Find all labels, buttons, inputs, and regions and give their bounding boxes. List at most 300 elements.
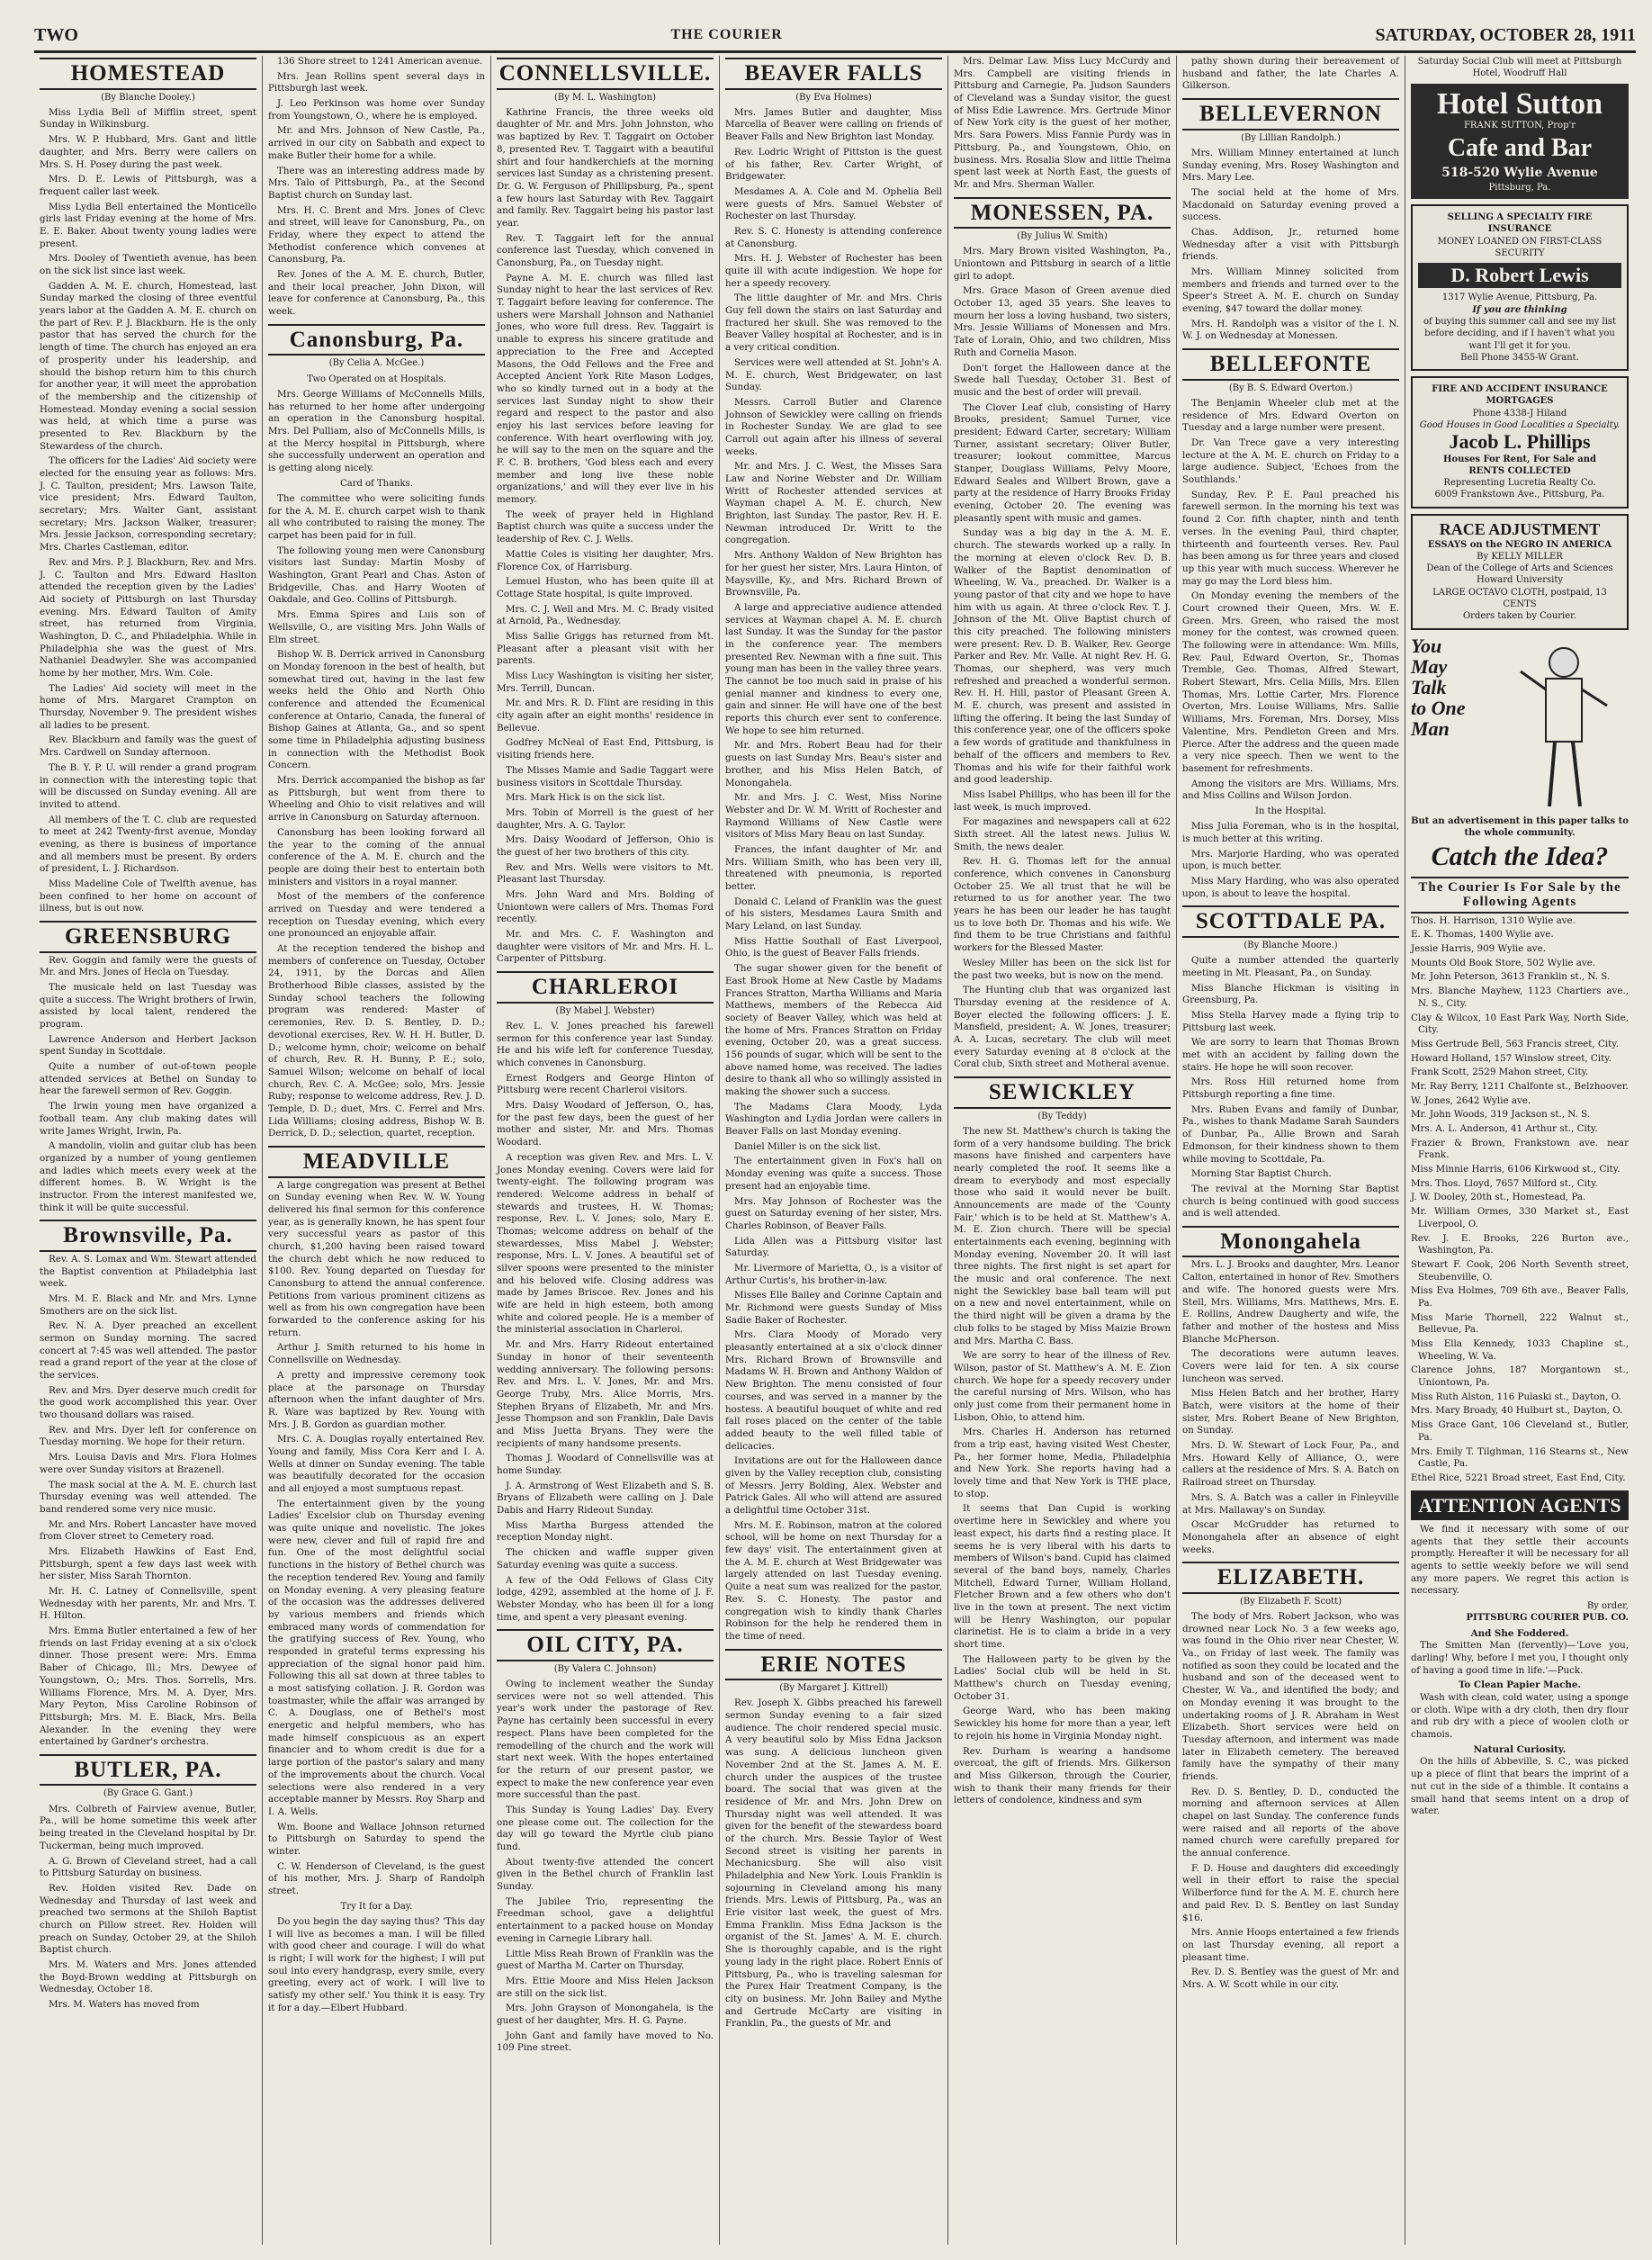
phillips-address: 6009 Frankstown Ave., Pittsburg, Pa. — [1434, 490, 1605, 500]
news-paragraph: All members of the T. C. club are requested to meet at 242 Twenty-first avenue, Monday evening, as there is business of importance and all members must be present. By orders of president, L. J. Richardson. — [40, 814, 256, 875]
issue-date: SATURDAY, OCTOBER 28, 1911 — [1375, 24, 1636, 45]
section-heading: MONESSEN, PA. — [954, 197, 1171, 230]
byline: (By Lillian Randolph.) — [1241, 132, 1341, 143]
news-paragraph: The mask social at the A. M. E. church last Thursday evening was well attended. The band rendered some very nice music. — [40, 1479, 256, 1515]
column-6 — [1177, 56, 1405, 2245]
section-heading: Brownsville, Pa. — [40, 1220, 256, 1252]
news-paragraph: The revival at the Morning Star Baptist church is being continued with good success and is well attended. — [1182, 1183, 1399, 1220]
news-paragraph: Rev. L. V. Jones preached his farewell sermon for this conference year last Sunday. He and his wife left for conference Tuesday, which convenes in Canonsburg. — [497, 1020, 714, 1069]
news-paragraph: The committee who were soliciting funds for the A. M. E. church carpet wish to thank all who contributed to raising the money. The carpet has been paid for in full. — [268, 492, 485, 542]
news-paragraph: Mrs. Elizabeth Hawkins of East End, Pittsburgh, spent a few days last week with her sister, Miss Sarah Thornton. — [40, 1545, 256, 1582]
talk-line-5: Man — [1411, 717, 1450, 740]
news-paragraph: Mrs. H. J. Webster of Rochester has been quite ill with acute indigestion. We hope for her a speedy recovery. — [725, 253, 942, 289]
news-paragraph: Mrs. M. E. Robinson, matron at the colored school, will be home on next Thursday for a few days' visit. The entertainment given at the A. M. E. church at West Bridgewater was largely attended on last Tuesday evening. Quite a neat sum was realized for the pastor, Rev. S. C. Honesty. The pastor and congregation wish to kindly thank Charles Robinson for the help he rendered them in the time of need. — [725, 1519, 942, 1642]
news-paragraph: The Benjamin Wheeler club met at the residence of Mrs. Edward Overton on Tuesday and a large number were present. — [1182, 397, 1399, 434]
news-paragraph: 136 Shore street to 1241 American avenue. — [277, 56, 483, 67]
byline: (By Blanche Dooley.) — [101, 92, 195, 103]
attention-sign-2: PITTSBURG COURIER PUB. CO. — [1466, 1613, 1629, 1624]
news-paragraph: The Hunting club that was organized last Thursday evening at the residence of A. Boyer elected the following officers: J. E. Mansfield, president; A. W. Jones, treasurer; A. A. Lucas, secretary. The club will meet every Saturday evening at 8 o'clock at the Coral club, Sixth street and Motheral avenue. — [954, 985, 1171, 1070]
byline: (By Valera C. Johnson) — [553, 1663, 657, 1674]
column-1 — [34, 56, 263, 2245]
agent-entry: Frank Scott, 2529 Mahon street, City. — [1411, 1067, 1589, 1078]
news-paragraph: Mrs. M. Waters and Mrs. Jones attended the Boyd-Brown wedding at Pittsburgh on Wednesday, October 18. — [40, 1959, 256, 1995]
agent-entry: Mr. John Woods, 319 Jackson st., N. S. — [1411, 1109, 1591, 1121]
news-paragraph: The little daughter of Mr. and Mrs. Chris Guy fell down the stairs on last Saturday and fractured her skull. She was removed to the Beaver Valley hospital at Rochester, and is in a very critical condition. — [725, 293, 942, 354]
news-paragraph: Rev. Goggin and family were the guests of Mr. and Mrs. Jones of Hecla on Tuesday. — [40, 954, 256, 978]
talk-line-1: You — [1411, 634, 1442, 657]
race-sub: ESSAYS on the NEGRO IN AMERICA — [1427, 539, 1612, 550]
shoe-heading: And She Foddered. — [1470, 1627, 1569, 1639]
news-paragraph: Mr. and Mrs. J. C. West, Miss Norine Webster and Dr. W. M. Writt of Rochester and Raymond Williams of New Castle were visitors of Miss Mary Beau on last Sunday. — [725, 792, 942, 841]
news-paragraph: The sugar shower given for the benefit of East Brook Home at New Castle by Madams Frances Stratton, Martha Williams and Maria Matthews, members of the Rebecca Aid society of Beaver Valley, which was held at the home of Mrs. Frances Stratton on Friday evening, October 20, was a great success. 156 pounds of sugar, which will be sent to the above named home, was received. The ladies desire to thank all who so willingly assisted in making the shower such a success. — [725, 963, 942, 1098]
news-paragraph: Rev. T. Taggairt left for the annual conference last Tuesday, which convened in Canonsburg, Pa., on Tuesday night. — [497, 232, 714, 269]
byline: (By Margaret J. Kittrell) — [779, 1683, 888, 1694]
byline: (By B. S. Edward Overton.) — [1228, 383, 1353, 393]
news-paragraph: Rev. Blackburn and family was the guest of Mrs. Cardwell on Sunday afternoon. — [40, 734, 256, 759]
byline: In the Hospital. — [1255, 806, 1326, 816]
phillips-ad — [1411, 376, 1629, 509]
news-paragraph: Miss Isabel Phillips, who has been ill for the last week, is much improved. — [954, 788, 1171, 813]
news-paragraph: Mr. and Mrs. J. C. West, the Misses Sara Law and Norine Webster and Dr. William Writt of Rochester attended services at Wayman chapel A. M. E. church, New Brighton, last Sunday. The pastor, Rev. H. E. Newman introduced Dr. Writt to the congregation. — [725, 461, 942, 546]
news-paragraph: Mr. H. C. Latney of Connellsville, spent Wednesday with her parents, Mr. and Mrs. T. H. Hilton. — [40, 1586, 256, 1622]
good-houses: Good Houses in Good Localities a Specialty. — [1419, 420, 1621, 431]
byline: Two Operated on at Hospitals. — [307, 374, 446, 384]
news-paragraph: Miss Mary Harding, who was also operated upon, is about to leave the hospital. — [1182, 876, 1399, 899]
news-paragraph: Kathrine Francis, the three weeks old daughter of Mr. and Mrs. John Johnston, who was baptized by Rev. T. Taggairt on October 8, presented Rev. T. Taggairt with a beautiful shirt and four handkerchiefs at the morning services last Sunday as a christening present. Dr. G. W. Ferguson of Phillipsburg, Pa., spent a few hours last Saturday with Rev. Taggairt and family. Rev. Taggairt being his pastor last year. — [497, 106, 714, 229]
news-paragraph: Miss Hattie Southall of East Liverpool, Ohio, is the guest of Beaver Falls friends. — [725, 935, 942, 959]
news-paragraph: Mr. and Mrs. R. D. Flint are residing in this city again after an eight months' residence in Bellevue. — [497, 698, 714, 734]
phillips-rep: Representing Lucretia Realty Co. — [1443, 478, 1596, 489]
hotel-city: Pittsburg, Pa. — [1488, 182, 1551, 193]
news-paragraph: Owing to inclement weather the Sunday services were not so well attended. This year's work under the pastorage of Rev. Payne has certainly been successful in every respect. Plans have been completed for the remodelling of the church and the work will start next week. With the hopes entertained for the return of our present pastor, we expect to make the new conference year even more successful than the past. — [497, 1679, 714, 1801]
news-paragraph: Messrs. Carroll Butler and Clarence Johnson of Sewickley were calling on friends in Rochester Sunday. We are glad to see Carroll out again after his illness of several weeks. — [725, 396, 942, 457]
news-paragraph: Mrs. Ettie Moore and Miss Helen Jackson are still on the sick list. — [497, 1975, 714, 1999]
agent-entry: Miss Eva Holmes, 709 6th ave., Beaver Falls, Pa. — [1411, 1285, 1629, 1309]
news-paragraph: The following young men were Canonsburg visitors last Sunday: Martin Mosby of Washington, Grant Pearl and Chas. Aston of Bridgeville, Chas. and Harry Wooten of Oakdale, and Geo. Collins of Pittsburgh. — [268, 545, 485, 606]
attention-sign-1: By order, — [1586, 1600, 1629, 1611]
page-header — [34, 20, 1636, 53]
agent-entry: Howard Holland, 157 Winslow street, City. — [1411, 1052, 1612, 1064]
news-paragraph: The officers for the Ladies' Aid society were elected for the ensuing year as follows: Mrs. J. C. Taulton, president; Mrs. Lawson Taite, vice president; Mrs. Edward Taulton, secretary; Mrs. Walter Gant, assistant secretary; Mrs. Jackson Walker, treasurer; Mrs. Jessie Jackson, corresponding secretary; Mrs. Charles Castleman, editor. — [40, 455, 256, 554]
landlord-address: 1317 Wylie Avenue, Pittsburg, Pa. — [1441, 293, 1598, 303]
news-paragraph: Mrs. Delmar Law. Miss Lucy McCurdy and Mrs. Campbell are visiting friends in Pittsburg and Carnegie, Pa. Judson Saunders of Cleveland was a Sunday visitor, the guest of Miss Edie Lawrence. Mrs. Gertrude Minor of New York city is the guest of her mother, Mrs. Sara Powers. Miss Fannie Purdy was in Pittsburg, Pa., and Youngstown, Ohio, on business. Mrs. Rosalia Slow and little Thelma spent last week at North East, the guests of Mr. and Mrs. Sherman Waller. — [954, 56, 1171, 190]
news-paragraph: Mrs. William Minney solicited from members and friends and turned over to the Speer's Street A. M. E. church on Sunday evening, $47 toward the dollar money. — [1182, 266, 1399, 315]
talk-line-2: May — [1411, 654, 1448, 678]
news-paragraph: Rev. N. A. Dyer preached an excellent sermon on Sunday morning. The sacred concert at 7:45 was well attended. The pastor read a grand report of the year at the close of the services. — [40, 1320, 256, 1382]
news-paragraph: Mrs. Colbreth of Fairview avenue, Butler, Pa., will be home sometime this week after being treated in the Cleveland hospital by Dr. Tuckerman, being much improved. — [40, 1803, 256, 1851]
hotel-sutton-ad — [1411, 84, 1629, 199]
news-paragraph: J. A. Armstrong of West Elizabeth and S. B. Bryans of Elizabeth were calling on J. Dale Dabis and Harry Rideout Sunday. — [497, 1480, 714, 1517]
news-paragraph: Little Miss Reah Brown of Franklin was the guest of Martha M. Carter on Thursday. — [497, 1948, 714, 1972]
news-paragraph: The Clover Leaf club, consisting of Harry Brooks, president; Samuel Turner, vice president; Edward Carter, secretary; William Turner, assistant secretary; Oliver Butler, treasurer; lookout committee, Marcus Stanper, Douglass Williams, Pelvy Moore, Edward Seales and Wilbert Brown, gave a party at the residence of Harry Brooks Friday evening, October 20. The evening was pleasantly spent with music and games. — [954, 401, 1171, 524]
agent-entry: Rev. J. E. Brooks, 226 Burton ave., Washington, Pa. — [1411, 1232, 1629, 1256]
agent-entry: Mrs. A. L. Anderson, 41 Arthur st., City. — [1411, 1123, 1598, 1135]
fire-accident: FIRE AND ACCIDENT INSURANCE MORTGAGES — [1432, 384, 1608, 407]
agents-heading: The Courier Is For Sale by the Following Agents — [1411, 877, 1629, 914]
news-paragraph: The Irwin young men have organized a football team. Any club making dates will write James Wright, Irwin, Pa. — [40, 1101, 256, 1137]
agents-list — [1411, 915, 1629, 1485]
byline: (By M. L. Washington) — [553, 92, 657, 103]
column-5 — [948, 56, 1177, 2245]
section-heading: SEWICKLEY — [954, 1076, 1171, 1109]
section-heading: BELLEFONTE — [1182, 348, 1399, 381]
news-paragraph: The new St. Matthew's church is taking the form of a very handsome building. The brick masons have finished and carpenters have nearly completed the roof. It seems like a dream to everybody and most especially those who said it would never be built. Announcements are made of the 'County Fair,' which is to be held at St. Matthew's A. M. E. Zion church. There will be special entertainments each evening, beginning with Monday evening, November 20. It will last three nights. The first night is set apart for the music and oral conference. The next night the Sewickley base ball team will put on a new and novel entertainment, while on the third night will be given a drama by the club folks to be staged by Miss Maizie Brown and Mrs. Martha C. Bass. — [954, 1125, 1171, 1346]
byline: Card of Thanks. — [340, 478, 413, 489]
news-paragraph: Among the visitors are Mrs. Williams, Mrs. and Miss Collins and Wilson Jordon. — [1182, 778, 1399, 802]
paper-name: THE COURIER — [670, 27, 783, 42]
news-paragraph: Mrs. George Williams of McConnells Mills, has returned to her home after undergoing an operation in the Canonsburg hospital. Mrs. Del Pulliam, also of McConnells Mills, is at the Mercy hospital in Pittsburgh, where she successfully underwent an operation and is getting along nicely. — [268, 388, 485, 473]
hotel-cafe-bar: Cafe and Bar — [1447, 133, 1593, 162]
news-paragraph: Mrs. John Ward and Mrs. Bolding of Uniontown were callers of Mrs. Thomas Ford recently. — [497, 889, 714, 925]
agent-entry: Mr. Ray Berry, 1211 Chalfonte st., Belzhoover. — [1411, 1080, 1629, 1092]
news-paragraph: Mrs. H. Randolph was a visitor of the I. N. W. J. on Wednesday at Monessen. — [1182, 318, 1399, 342]
news-paragraph: Mesdames A. A. Cole and M. Ophelia Bell were guests of Mrs. Samuel Webster of Rochester on last Thursday. — [725, 185, 942, 222]
section-heading: SCOTTDALE PA. — [1182, 905, 1399, 938]
news-paragraph: The chicken and waffle supper given Saturday evening was quite a success. — [497, 1547, 714, 1571]
news-paragraph: Rev. S. C. Honesty is attending conference at Canonsburg. — [725, 225, 942, 249]
news-paragraph: Quite a number attended the quarterly meeting in Mt. Pleasant, Pa., on Sunday. — [1182, 955, 1399, 978]
news-paragraph: The entertainment given in Fox's hall on Monday evening was quite a success. Those present had an enjoyable time. — [725, 1156, 942, 1192]
news-paragraph: The B. Y. P. U. will render a grand program in connection with the interesting topic that will be discussed on Sunday evening. All are invited to attend. — [40, 761, 256, 810]
news-paragraph: Mrs. D. W. Stewart of Lock Four, Pa., and Mrs. Howard Kelly of Alliance, O., were callers at the residence of Mrs. S. A. Batch on Railroad street on Thursday. — [1182, 1440, 1399, 1489]
news-paragraph: Miss Madeline Cole of Twelfth avenue, has been confined to her home on account of illness, but is out now. — [40, 878, 256, 914]
news-paragraph: On Monday evening the members of the Court crowned their Queen, Mrs. W. E. Green. Mrs. Green, who raised the most money for the contest, was crowned queen. The following were in attendance: Wm. Mills, Rev. Paul, Edward Overton, Sr., Thomas Tremble, Geo. Thomas, Alfred Stewart, Robert Stewart, Mrs. Celia Mills, Mrs. Ellen Thomas, Mrs. Lottie Carter, Mrs. Florence Overton, Mrs. Louise Williams, Mrs. Sallie Williams, Mrs. Foreman, Mrs. Dorsey, Miss Valentine, Mrs. Pendleton Green and Mrs. Pierce. After the address and the queen made a very nice speech. Then we went to the basement for refreshments. — [1182, 590, 1399, 774]
news-paragraph: Mrs. W. P. Hubbard, Mrs. Gant and little daughter, and Mrs. Berry were callers on Mrs. S. H. Posey during the past week. — [40, 134, 256, 170]
column-3 — [491, 56, 720, 2245]
agent-entry: Frazier & Brown, Frankstown ave. near Frank. — [1411, 1137, 1629, 1161]
talk-words — [1411, 635, 1497, 739]
news-paragraph: The decorations were autumn leaves. Covers were laid for ten. A six course luncheon was served. — [1182, 1348, 1399, 1384]
news-paragraph: The Misses Mamie and Sadie Taggart were business visitors in Scottdale Thursday. — [497, 764, 714, 788]
news-paragraph: A. G. Brown of Cleveland street, had a call to Pittsburg Saturday on business. — [40, 1855, 256, 1879]
news-paragraph: Lawrence Anderson and Herbert Jackson spent Sunday in Scottdale. — [40, 1033, 256, 1058]
news-paragraph: Godfrey McNeal of East End, Pittsburg, is visiting friends here. — [497, 737, 714, 761]
news-paragraph: The Madams Clara Moody, Lyda Washington and Lydia Jordan were callers in Beaver Falls on last Monday evening. — [725, 1101, 942, 1138]
hotel-name: Hotel Sutton — [1436, 86, 1603, 121]
natural-heading: Natural Curiosity. — [1473, 1743, 1567, 1755]
phone-hiland: Phone 4338-J Hiland — [1472, 408, 1567, 419]
landlord-text: of buying this summer call and see my list before deciding, and if I haven't what you want I'll get it for you. — [1423, 317, 1617, 351]
news-paragraph: Miss Lydia Bell entertained the Monticello girls last Friday evening at the home of Mrs. E. E. Baker. About twenty young ladies were present. — [40, 201, 256, 249]
news-paragraph: Rev. H. G. Thomas left for the annual conference, which convenes in Canonsburg October 25. We all trust that he will be returned to us for another year. The two years he has been our leader he has taught us to love both Dr. Thomas and his wife. We find them to be true Christians and faithful workers for the Blessed Master. — [954, 856, 1171, 954]
news-paragraph: A few of the Odd Fellows of Glass City lodge, 4292, assembled at the home of J. F. Webster Monday, who has been ill for a long time, and spent a very pleasant evening. — [497, 1574, 714, 1623]
news-paragraph: Mrs. Derrick accompanied the bishop as far as Pittsburgh, but went from there to Wheeling and Ohio to visit relatives and will arrive in Canonsburg on Saturday afternoon. — [268, 775, 485, 824]
news-paragraph: Mrs. Tobin of Morrell is the guest of her daughter, Mrs. A. G. Taylor. — [497, 806, 714, 831]
news-paragraph: The musicale held on last Tuesday was quite a success. The Wright brothers of Irwin, assisted by local talent, rendered the program. — [40, 981, 256, 1031]
agent-entry: Mrs. Blanche Mayhew, 1123 Chartiers ave., N. S., City. — [1411, 986, 1629, 1009]
news-paragraph: Sunday was a big day in the A. M. E. church. The stewards worked up a rally. In the morning at eleven o'clock Rev. D. B. Walker of the Baptist denomination of Wheeling, W. Va., preached. Dr. Walker is a young pastor of that city and we hope to have him with us again. At three o'clock Rev. T. J. Johnson of the Mt. Olive Baptist church of this city preached. The following ministers were present: Rev. D. B. Walker, Rev. George Parker and Rev. Mr. Valle. At night Rev. H. G. Thomas, our shepherd, was very much refreshed and preached a wonderful sermon. Rev. H. H. Hill, pastor of Pleasant Green A. M. E. church, was present and assisted in lifting the offering. It being the last Sunday of this conference year, one of the officers spoke a few words of gratitude and thankfulness in behalf of the officers and members to Rev. Thomas and his wife for their faithful work and good leadership. — [954, 527, 1171, 786]
byline: (By Eva Holmes) — [795, 92, 872, 103]
agent-entry: Miss Marie Thornell, 222 Walnut st., Bellevue, Pa. — [1411, 1311, 1629, 1336]
news-paragraph: Mrs. M. E. Black and Mr. and Mrs. Lynne Smothers are on the sick list. — [40, 1292, 256, 1317]
news-paragraph: At the reception tendered the bishop and members of conference on Tuesday, October 24, 1911, by the Dorcas and Allen Brotherhood Bible classes, assisted by the Sunday school teachers the following program was rendered: Master of ceremonies, Rev. D. S. Bentley, D. D.; devotional exercises, Rev. W. H. H. Butler, D. D.; welcome hymn, choir; welcome on behalf of church, Rev. R. H. Bunny, P. E.; solo, Samuel Wilson; welcome on behalf of local church, Rev. C. A. McGee; solo, Mrs. Jessie Ruby; response to welcome address, Rev. J. D. Temple, D. D.; duet, Mrs. C. Ferrel and Mrs. Lida Williams; closing address, Bishop W. B. Derrick, D. D.; selection, quartet, reception. — [268, 943, 485, 1139]
fire-sub: MONEY LOANED ON FIRST-CLASS SECURITY — [1437, 236, 1603, 258]
news-paragraph: We are sorry to learn that Thomas Brown met with an accident by falling down the stairs. He hope he will soon recover. — [1182, 1037, 1399, 1073]
news-paragraph: Rev. and Mrs. Wells were visitors to Mt. Pleasant last Thursday. — [497, 861, 714, 886]
news-paragraph: A reception was given Rev. and Mrs. L. V. Jones Monday evening. Covers were laid for twenty-eight. The following program was rendered: Welcome address in behalf of stewards and trustees, H. W. Thomas; response, Rev. L. V. Jones; solo, Mary E. Thomas; welcome address on behalf of the stewardesses, Miss Mabel J. Webster; response, Mrs. L. V. Jones. A beautiful set of silver spoons were presented to the minister and his beloved wife. Closing address was made by James Briscoe. Rev. Jones and his wife are held in high esteem, both among white and colored people. He is a member of the ministerial association in Charleroi. — [497, 1151, 714, 1336]
man-illustration — [1501, 635, 1627, 815]
news-paragraph: pathy shown during their bereavement of husband and father, the late Charles A. Gilkerson. — [1182, 56, 1399, 92]
news-paragraph: Lemuel Huston, who has been quite ill at Cottage State hospital, is quite improved. — [497, 576, 714, 599]
news-paragraph: Frances, the infant daughter of Mr. and Mrs. William Smith, who has been very ill, threatened with pneumonia, is reported better. — [725, 843, 942, 893]
news-paragraph: Miss Lydia Bell of Mifflin street, spent Sunday in Wilkinsburg. — [40, 106, 256, 131]
news-paragraph: Rev. and Mrs. Dyer left for conference on Tuesday morning. We hope for their return. — [40, 1424, 256, 1448]
news-paragraph: Mrs. James Butler and daughter, Miss Marcella of Beaver were calling on friends of Beaver Falls and New Brighton last Monday. — [725, 106, 942, 143]
news-paragraph: Misses Elle Bailey and Corinne Captain and Mr. Richmond were guests Sunday of Miss Sadie Baker of Rochester. — [725, 1290, 942, 1326]
section-heading: ELIZABETH. — [1182, 1562, 1399, 1594]
section-heading: CONNELLSVILLE. — [497, 58, 714, 90]
news-paragraph: Mrs. Emma Butler entertained a few of her friends on last Friday evening at a six o'clock dinner. Those present were: Mrs. Emma Baber of Chicago, Ill.; Mrs. Dewyee of Youngstown, O.; Mrs. Thos. Sorrells, Mrs. Williams Florence, Mrs. M. A. Dyer, Mrs. Mary Peyton, Miss Caroline Robinson of Pittsburgh; Mrs. M. E. Black, Mrs. Bella Alexander. In the evening they were entertained by Gardner's orchestra. — [40, 1625, 256, 1748]
news-paragraph: F. D. House and daughters did exceedingly well in their effort to raise the special Wilberforce fund for the A. M. E. church here and paid Rev. D. S. Bentley on last Sunday $16. — [1182, 1862, 1399, 1923]
agent-entry: E. K. Thomas, 1400 Wylie ave. — [1411, 929, 1554, 941]
hotel-address: 518-520 Wylie Avenue — [1441, 166, 1598, 181]
news-paragraph: Rev. Lodric Wright of Pittston is the guest of his father, Rev. Carter Wright, of Bridgewater. — [725, 146, 942, 183]
news-paragraph: The week of prayer held in Highland Baptist church was quite a success under the leadership of Rev. C. J. Wells. — [497, 509, 714, 545]
news-paragraph: Sunday, Rev. P. E. Paul preached his farewell sermon. In the morning his text was found 2 Cor. fifth chapter, ninth and tenth verses. In the evening Paul, third chapter, thirteenth and fourteenth verses. Rev. Paul has been among us for three years and closed up this year with much success. Wherever he may go may the Lord bless him. — [1182, 489, 1399, 587]
byline: (By Celia A. McGee.) — [328, 358, 425, 369]
agent-entry: Mrs. Mary Broady, 40 Hulburt st., Dayton, O. — [1411, 1405, 1623, 1417]
byline: (By Mabel J. Webster) — [555, 1005, 655, 1016]
race-price: LARGE OCTAVO CLOTH, postpaid, 13 CENTS — [1432, 587, 1607, 610]
agent-entry: Mounts Old Book Store, 502 Wylie ave. — [1411, 957, 1596, 968]
news-paragraph: Mrs. Ruben Evans and family of Dunbar, Pa., wishes to thank Madame Sarah Saunders of Dunbar, Pa., Allie Brown and Sarah Edmonson, for their kindness shown to them while moving to Scottdale, Pa. — [1182, 1103, 1399, 1165]
news-paragraph: Ernest Rodgers and George Hinton of Pittsburg were recent Charleroi visitors. — [497, 1072, 714, 1096]
news-paragraph: Rev. Jones of the A. M. E. church, Butler, and their local preacher, John Dixon, will leave for conference at Canonsburg, Pa., this week. — [268, 269, 485, 318]
phillips-tag2: RENTS COLLECTED — [1468, 465, 1571, 476]
phillips-tag: Houses For Rent, For Sale and — [1442, 454, 1597, 464]
column-4 — [720, 56, 948, 2245]
news-paragraph: C. W. Henderson of Cleveland, is the guest of his mother, Mrs. J. Sharp of Randolph street. — [268, 1860, 485, 1897]
top-notice: Saturday Social Club will meet at Pittsburgh Hotel, Woodruff Hall — [1417, 57, 1622, 79]
news-paragraph: Mrs. L. J. Brooks and daughter, Mrs. Leanor Calton, entertained in honor of Rev. Smothers and wife. The honored guests were Mrs. Stell, Mrs. Williams, Mrs. Matthews, Mrs. E. E. Rollins, Andrew Daugherty and wife, the father and mother of the hostess and Miss Blanche McPherson. — [1182, 1259, 1399, 1345]
news-paragraph: Dr. Van Trece gave a very interesting lecture at the A. M. E. church on Friday to a large audience. Subject, 'Echoes from the Southlands.' — [1182, 437, 1399, 486]
news-paragraph: The Halloween party to be given by the Ladies' Social club will be held in St. Matthew's church on Tuesday evening, October 31. — [954, 1653, 1171, 1702]
agent-entry: Ethel Rice, 5221 Broad street, East End, City. — [1411, 1472, 1626, 1483]
news-paragraph: Wesley Miller has been on the sick list for the past two weeks, but is now on the mend. — [954, 957, 1171, 981]
byline: (By Blanche Moore.) — [1243, 940, 1338, 950]
talk-but: But an advertisement in this paper talks to the whole community. — [1411, 815, 1629, 838]
talk-line-4: to One — [1411, 696, 1466, 719]
news-paragraph: Mrs. Marjorie Harding, who was operated upon, is much better. — [1182, 848, 1399, 872]
talk-line-3: Talk — [1411, 675, 1447, 698]
news-paragraph: Gadden A. M. E. church, Homestead, last Sunday marked the closing of three eventful years labor at the Gadden A. M. E. church on the part of Rev. P. J. Blackburn. He is the only pastor that has served the church for the length of time. The church has enjoyed an era of prosperity under his leadership, and should the bishop return him to this church for another year, it will meet the approbation of the membership and the citizenship of Homestead. Monday evening a social session was held, at which time a purse was presented to Rev. Blackburn by the Stewardess of the church. — [40, 280, 256, 452]
news-paragraph: Rev. Holden visited Rev. Dade on Wednesday and Thursday of last week and preached two sermons at the Shiloh Baptist church on Pillow street. Rev. Holden will preach on Sunday, October 29, at the Shiloh Baptist church. — [40, 1882, 256, 1956]
race-adjustment-ad — [1411, 514, 1629, 630]
news-paragraph: Most of the members of the conference arrived on Tuesday and were tendered a reception on Tuesday evening, which every one pronounced an enjoyable affair. — [268, 891, 485, 940]
landlord-name: D. Robert Lewis — [1450, 264, 1589, 287]
section-heading: Monongahela — [1182, 1226, 1399, 1258]
agent-entry: Clay & Wilcox, 10 East Park Way, North Side, City. — [1411, 1012, 1629, 1036]
section-heading: ERIE NOTES — [725, 1649, 942, 1681]
news-paragraph: Mrs. May Johnson of Rochester was the guest on Saturday evening of her sister, Mrs. Charles Robinson, of Beaver Falls. — [725, 1195, 942, 1231]
news-paragraph: Mrs. Louisa Davis and Mrs. Flora Holmes were over Sunday visitors at Brazenell. — [40, 1452, 256, 1475]
news-paragraph: Mrs. Grace Mason of Green avenue died October 13, aged 35 years. She leaves to mourn her loss a loving husband, two sisters, Mrs. Jessie Williams of Monessen and Mrs. Tate of Lorain, Ohio, and two children, Miss Ruth and Cornelia Mason. — [954, 285, 1171, 358]
section-heading: Canonsburg, Pa. — [268, 324, 485, 356]
byline: (By Teddy) — [1037, 1111, 1087, 1121]
column-7-ads — [1405, 56, 1634, 2245]
news-paragraph: Mr. and Mrs. C. F. Washington and daughter were visitors of Mr. and Mrs. H. L. Carpenter of Pittsburg. — [497, 929, 714, 965]
hotel-proprietor: FRANK SUTTON, Prop'r — [1463, 120, 1576, 131]
agent-entry: Mr. John Peterson, 3613 Franklin st., N. S. — [1411, 971, 1611, 983]
news-paragraph: Mrs. Daisy Woodard of Jefferson, O., has, for the past few days, been the guest of her mother and sister, Mr. and Mrs. Thomas Woodard. — [497, 1100, 714, 1148]
news-paragraph: Arthur J. Smith returned to his home in Connellsville on Wednesday. — [268, 1342, 485, 1366]
news-paragraph: The Jubilee Trio, representing the Freedman school, gave a delightful entertainment to a packed house on Monday evening in Carnegie Library hall. — [497, 1895, 714, 1944]
news-paragraph: Rev. and Mrs. Dyer deserve much credit for the good work accomplished this year. Over two thousand dollars was raised. — [40, 1384, 256, 1421]
news-paragraph: Miss Sallie Griggs has returned from Mt. Pleasant after a pleasant visit with her parents. — [497, 630, 714, 667]
news-paragraph: Mrs. H. C. Brent and Mrs. Jones of Clevc and street, will leave for Canonsburg, Pa., on Friday, where they expect to attend the Methodist conference which convenes at Canonsburg, Pa. — [268, 204, 485, 266]
news-paragraph: For magazines and newspapers call at 622 Sixth street. All the latest news. Julius W. Smith, the news dealer. — [954, 816, 1171, 852]
news-paragraph: Mrs. Emma Spires and Luis son of Wellsville, O., are visiting Mrs. John Walls of Elm street. — [268, 609, 485, 645]
news-paragraph: Rev. Durham is wearing a handsome overcoat, the gift of friends. Mrs. Gilkerson and Miss Gilkerson, through the Courier, wish to thank their many friends for their letters of condolence, kindness and sym — [954, 1745, 1171, 1806]
byline: Try It for a Day. — [340, 1901, 413, 1912]
news-paragraph: Mrs. Ross Hill returned home from Pittsburgh reporting a fine time. — [1182, 1076, 1399, 1101]
agent-entry: Thos. H. Harrison, 1310 Wylie ave. — [1411, 914, 1576, 926]
news-paragraph: Mrs. Clara Moody of Morado very pleasantly entertained at a six o'clock dinner Mrs. Richard Brown of Brownsville and Madams W. H. Brown and Anthony Waldon of New Brighton. The menu consisted of four courses, and was served in a manner by the hostess. A beautiful bouquet of white and red fall roses placed on the center of the table added beauty to the well filled table of delicacies. — [725, 1329, 942, 1452]
catch-idea: Catch the Idea? — [1431, 842, 1609, 872]
section-heading: HOMESTEAD — [40, 58, 256, 90]
news-paragraph: It seems that Dan Cupid is working overtime here in Sewickley and where you least expect, his darts find a resting place. It seems he is very liberal with his darts to members of Wilson's band. Cupid has claimed several of the band boys, namely, Charles Mitchell, Edward Turner, William Holland, Fletcher Brown and a few others who don't live in the town at present. The next victim will be Henry Washington, our popular clarinetist. He is to claim a bride in a very short time. — [954, 1503, 1171, 1651]
news-paragraph: Chas. Addison, Jr., returned home Wednesday after a visit with Pittsburgh friends. — [1182, 226, 1399, 263]
news-paragraph: Mrs. John Grayson of Monongahela, is the guest of her daughter, Mrs. H. G. Payne. — [497, 2003, 714, 2026]
papier-text: Wash with clean, cold water, using a sponge or cloth. Wipe with a dry cloth, then dry flour and rub dry with a piece of woolen cloth or chamois. — [1411, 1692, 1629, 1741]
news-paragraph: Oscar McGrudder has returned to Monongahela after an absence of eight weeks. — [1182, 1519, 1399, 1555]
column-grid — [34, 56, 1636, 2245]
news-paragraph: Rev. Joseph X. Gibbs preached his farewell sermon Sunday evening to a fair sized audience. The choir rendered special music. A very beautiful solo by Miss Edna Jackson was sung. A delicious luncheon given November 2nd at the St. James A. M. E. church under the auspices of the trustee board. The social that was given at the residence of Mr. and Mrs. John Drew on Thursday night was well attended. It was given for the benefit of the stewardess board of the church. Mrs. Bessie Taylor of West Second street is visiting her parents in Mechanicsburg. She will also visit Philadelphia and New York. Louis Franklin is sojourning in Cleveland among his many friends. Mrs. Lewis of Pittsburg, Pa., was an Erie visitor last week, the guest of Mrs. Emma Franklin. Miss Edna Jackson is the organist of the St. James' A. M. E. church. She is thoroughly capable, and is the right young lady in the right place. Robert Ennis of Pittsburg, Pa., who is traveling salesman for the Purex Hair Treatment Company, is the city on business. Mr. John Bailey and Mythe and Gertrude McCarty are visiting in Franklin, Pa., the guests of Mr. and — [725, 1697, 942, 2030]
section-heading: GREENSBURG — [40, 921, 256, 953]
news-paragraph: A mandolin, violin and guitar club has been organized by a number of young gentlemen and ladies which meets every week at the different homes. B. W. Wright is the instructor. From the interest manifested we, think it will be quite successful. — [40, 1140, 256, 1213]
agent-entry: Miss Gertrude Bell, 563 Francis street, City. — [1411, 1038, 1619, 1049]
section-heading: OIL CITY, PA. — [497, 1629, 714, 1661]
news-paragraph: J. Leo Perkinson was home over Sunday from Youngstown, O., where he is employed. — [268, 98, 485, 122]
agent-entry: Jessie Harris, 909 Wylie ave. — [1411, 943, 1546, 955]
attention-text: We find it necessary with some of our agents that they settle their accounts promptly. Hereafter it will be necessary for all agents to settle weekly before we will send any more papers. We regret this action is necessary. — [1411, 1523, 1629, 1597]
news-paragraph: There was an interesting address made by Mrs. Talo of Pittsburgh, Pa., at the Second Baptist church on Sunday last. — [268, 165, 485, 201]
news-paragraph: Mrs. William Minney entertained at lunch Sunday evening, Mrs. Rosey Washington and Mrs. Mary Lee. — [1182, 147, 1399, 184]
news-paragraph: A large congregation was present at Bethel on Sunday evening when Rev. W. W. Young delivered his final sermon for this conference year, as is generally known, he has spent four very successful years as pastor of this church, $1,200 having been raised toward the church debt which he now reduced to $100. Rev. Young departed on Tuesday for Canonsburg to attend the annual conference. Petitions from various prominent citizens as well as from his own congregation have been forwarded to the conference asking for his return. — [268, 1179, 485, 1338]
news-paragraph: Donald C. Leland of Franklin was the guest of his sisters, Mesdames Laura Smith and Mary Leland, on last Sunday. — [725, 896, 942, 932]
news-paragraph: A pretty and impressive ceremony took place at the parsonage on Thursday afternoon when the infant daughter of Mrs. R. Ware was baptized by Rev. Young with Mrs. J. B. Gordon as guardian mother. — [268, 1369, 485, 1430]
news-paragraph: Payne A. M. E. church was filled last Sunday night to hear the last services of Rev. T. Taggairt before leaving for conference. The ushers were Marshall Johnson and Nathaniel Jones, who wore full dress. Rev. Taggairt is unable to express his sincere gratitude and appreciation to the Free and Accepted Masons, the Odd Fellows and the Free and Accepted Ancient York Rite Mason Lodges, who so kindly turned out in a body at the services last Sunday night to show their regard and respect to the pastor and also enjoy his last services before leaving for conference. With heart overflowing with joy, he will say to the men on the square and the F. C. B. brothers, 'God bless each and every member and long live these noble organizations,' and will they ever live in his memory. — [497, 272, 714, 506]
news-paragraph: Mattie Coles is visiting her daughter, Mrs. Florence Cox, of Harrisburg. — [497, 548, 714, 572]
phillips-name: Jacob L. Phillips — [1449, 430, 1591, 454]
byline: (By Elizabeth F. Scott) — [1239, 1596, 1342, 1607]
news-paragraph: The social held at the home of Mrs. Macdonald on Saturday evening proved a success. — [1182, 186, 1399, 223]
news-paragraph: Mrs. Anthony Waldon of New Brighton has for her guest her sister, Mrs. Laura Hinton, of Maysville, Ky., and Mrs. Richard Brown of Brownsville, Pa. — [725, 550, 942, 599]
news-paragraph: Mr. Livermore of Marietta, O., is a visitor of Arthur Curtis's, his brother-in-law. — [725, 1262, 942, 1286]
news-paragraph: The entertainment given by the young Ladies' Excelsior club on Thursday evening was quite unique and novelistic. The jokes were new, clever and full of rapid fire and fun. One of the most delightful social functions in the history of Bethel church was the reception tendered Rev. Young and family on Monday evening. A very pleasing feature of the occasion was the addresses delivered by various members and friends which embraced many words of commendation for the gratifying success of Rev. Young, who responded in grateful terms expressing his appreciation of the signal honor paid him. Following this all sat down at three tables to a most satisfying collation. J. R. Gordon was toastmaster, while the affair was arranged by C. A. Douglass, one of Bethel's most energetic and helpful members, who has made himself conspicuous as an expert financier and to whom credit is due for a large portion of the pastor's salary and many of the improvements about the church. Vocal selections were also rendered in a very acceptable manner by Messrs. Roy Sharp and I. A. Wells. — [268, 1498, 485, 1817]
agent-entry: Miss Ruth Alston, 116 Pulaski st., Dayton, O. — [1411, 1391, 1621, 1402]
section-heading: BEAVER FALLS — [725, 58, 942, 90]
news-paragraph: Miss Martha Burgess attended the reception Monday night. — [497, 1519, 714, 1544]
news-paragraph: Thomas J. Woodard of Connellsville was at home Sunday. — [497, 1453, 714, 1477]
news-paragraph: We are sorry to hear of the illness of Rev. Wilson, pastor of St. Matthew's A. M. E. Zion church. We hope for a speedy recovery under the careful nursing of Mrs. Wilson, who has only just come from their permanent home in Lisbon, Ohio, to attend him. — [954, 1350, 1171, 1423]
section-heading: BELLEVERNON — [1182, 98, 1399, 131]
section-heading: CHARLEROI — [497, 971, 714, 1004]
race-author: By KELLY MILLER — [1477, 551, 1563, 562]
papier-heading: To Clean Papier Mache. — [1458, 1679, 1582, 1691]
news-paragraph: George Ward, who has been making Sewickley his home for more than a year, left to rejoin his home in Virginia Monday night. — [954, 1706, 1171, 1742]
news-paragraph: Morning Star Baptist Church. — [1191, 1168, 1332, 1180]
news-paragraph: Quite a number of out-of-town people attended services at Bethel on Sunday to hear the farewell sermon of Rev. Goggin. — [40, 1061, 256, 1097]
talk-ad — [1411, 635, 1629, 815]
news-paragraph: Services were well attended at St. John's A. M. E. church, West Bridgewater, on last Sunday. — [725, 356, 942, 393]
news-paragraph: Mrs. Jean Rollins spent several days in Pittsburgh last week. — [268, 70, 485, 95]
news-paragraph: The body of Mrs. Robert Jackson, who was drowned near Lock No. 3 a few weeks ago, was found in the Ohio river near Chester, W. Va., on Friday of last week. The family was notified as soon they could be located and the husband and son of the deceased went to Chester, W. Va., and identified the body; and on Monday evening it was brought to the undertaking rooms of J. R. Abraham in West Elizabeth. Short services were held on Tuesday afternoon, and interment was made later in Elizabeth cemetery. The bereaved family have the sympathy of their many friends. — [1182, 1611, 1399, 1782]
agent-entry: Miss Grace Gant, 106 Cleveland st., Butler, Pa. — [1411, 1419, 1629, 1443]
news-paragraph: John Gant and family have moved to No. 109 Pine street. — [497, 2030, 714, 2054]
race-banner: RACE ADJUSTMENT — [1439, 519, 1601, 538]
news-paragraph: Miss Blanche Hickman is visiting in Greensburg, Pa. — [1182, 982, 1399, 1006]
news-paragraph: Invitations are out for the Halloween dance given by the Valley reception club, consisting of Messrs. Jerry Bolding, Alex. Webster and Patrick Gales. All who will attend are assured a delightful time October 31st. — [725, 1455, 942, 1517]
news-paragraph: Rev. D. S. Bentley, D. D., conducted the morning and afternoon services at Allen chapel on last Sunday. The conference funds were raised and all reports of the above named church were carefully prepared for the annual conference. — [1182, 1786, 1399, 1859]
news-paragraph: This Sunday is Young Ladies' Day. Every one please come out. The collection for the day will go toward the Myrtle club piano fund. — [497, 1804, 714, 1853]
section-heading: BUTLER, PA. — [40, 1754, 256, 1787]
agent-entry: J. W. Dooley, 20th st., Homestead, Pa. — [1411, 1192, 1586, 1203]
realty-lewis-ad — [1411, 204, 1629, 371]
news-paragraph: Rev. A. S. Lomax and Wm. Stewart attended the Baptist convention at Philadelphia last week. — [40, 1253, 256, 1290]
race-detail: Dean of the College of Arts and Sciences Howard University — [1426, 563, 1613, 586]
news-paragraph: Mr. and Mrs. Harry Rideout entertained Sunday in honor of their seventeenth wedding anniversary. The following persons: Rev. and Mrs. L. V. Jones, Mr. and Mrs. George Truby, Mrs. Alice Morris, Mrs. Stephen Bryans of Elizabeth, Mr. and Mrs. Jesse Thompson and son Franklin, Dale Davis and Miss Juetta Bryans. They were the recipients of many handsome presents. — [497, 1339, 714, 1449]
news-paragraph: Miss Stella Harvey made a flying trip to Pittsburg last week. — [1182, 1009, 1399, 1033]
column-2 — [263, 56, 491, 2245]
news-paragraph: Mrs. M. Waters has moved from — [49, 1999, 200, 2011]
news-paragraph: Mrs. C. A. Douglas royally entertained Rev. Young and family, Miss Cora Kerr and I. A. Wells at dinner on Sunday evening. The table was beautifully decorated for the occasion and all enjoyed a most sumptuous repast. — [268, 1434, 485, 1495]
page-number: TWO — [34, 24, 78, 45]
news-paragraph: Mrs. Mark Hick is on the sick list. — [506, 792, 666, 804]
news-paragraph: Miss Helen Batch and her brother, Harry Batch, were visitors at the home of their sister, Mrs. Robert Beane of New Brighton, on Sunday. — [1182, 1388, 1399, 1436]
news-paragraph: Miss Lucy Washington is visiting her sister, Mrs. Terrill, Duncan. — [497, 671, 714, 694]
agent-entry: Mrs. Thos. Lloyd, 7657 Milford st., City. — [1411, 1177, 1598, 1189]
news-paragraph: Bishop W. B. Derrick arrived in Canonsburg on Monday forenoon in the best of health, but somewhat tired out, having in the last few weeks held the Ohio and North Ohio conference and attended the Ecumenical conference at Ontario, Canada, the funeral of Bishop Gaines at Atlanta, Ga., and so spent some time in Philadelphia adjusting business in connection with the Methodist Book Concern. — [268, 649, 485, 771]
news-paragraph: Canonsburg has been looking forward all the year to the coming of the annual conference of the A. M. E. church and the people are doing their best to entertain both ministers and visitors in a royal manner. — [268, 826, 485, 887]
agent-entry: Miss Minnie Harris, 6106 Kirkwood st., City. — [1411, 1164, 1621, 1175]
news-paragraph: Mrs. Mary Brown visited Washington, Pa., Uniontown and Pittsburg in search of a little girl to adopt. — [954, 246, 1171, 282]
news-paragraph: Mrs. Dooley of Twentieth avenue, has been on the sick list since last week. — [40, 253, 256, 277]
news-paragraph: Lida Allen was a Pittsburg visitor last Saturday. — [725, 1235, 942, 1259]
attention-heading: ATTENTION AGENTS — [1411, 1490, 1629, 1520]
news-paragraph: Do you begin the day saying thus? 'This day I will live as becomes a man. I will be filled with good cheer and courage. I will do what is right; I will work for the highest; I will put soul into every handgrasp, every smile, every greeting, every act of work. I will live to satisfy my other self.' You think it is easy. Try it for a day.—Elbert Hubbard. — [268, 1916, 485, 2013]
race-note: Orders taken by Courier. — [1462, 611, 1577, 622]
shoe-text: The Smitten Man (fervently)—'Love you, darling! Why, before I met you, I thought only of having a good time in life.'—Puck. — [1411, 1640, 1629, 1676]
news-paragraph: Mr. and Mrs. Robert Lancaster have moved from Clover street to Cemetery road. — [40, 1518, 256, 1543]
news-paragraph: Miss Julia Foreman, who is in the hospital, is much better at this writing. — [1182, 821, 1399, 844]
agent-entry: Mr. William Ormes, 330 Market st., East Liverpool, O. — [1411, 1206, 1629, 1229]
news-paragraph: Don't forget the Halloween dance at the Swede hall Tuesday, October 31. Best of music and the best of order will prevail. — [954, 362, 1171, 398]
byline: (By Julius W. Smith) — [1017, 231, 1108, 242]
landlord-tagline: If you are thinking — [1472, 304, 1567, 315]
news-paragraph: Mr. and Mrs. Johnson of New Castle, Pa., arrived in our city on Sabbath and expect to make Butler their home for a while. — [268, 125, 485, 161]
agent-entry: Mrs. Emily T. Tilghman, 116 Stearns st., New Castle, Pa. — [1411, 1445, 1629, 1470]
news-paragraph: Mrs. C. J. Well and Mrs. M. C. Brady visited at Arnold, Pa., Wednesday. — [497, 603, 714, 627]
news-paragraph: Rev. and Mrs. P. J. Blackburn, Rev. and Mrs. J. C. Taulton and Mrs. Edward Haslton attended the reception given by the Ladies' Aid society of Pittsburgh on last Thursday evening. Mrs. Edward Taulton of Amity street, has returned from Virginia, Washington, D. C., and Philadelphia. While in Philadelphia she was the guest of Mrs. Nathaniel Deadwyler. She was accompanied home by her mother, Mrs. Wm. Cole. — [40, 556, 256, 680]
landlord-phone: Bell Phone 3455-W Grant. — [1460, 352, 1579, 363]
agent-entry: Stewart F. Cook, 206 North Seventh street, Steubenville, O. — [1411, 1258, 1629, 1283]
agent-entry: Miss Ella Kennedy, 1033 Chapline st., Wheeling, W. Va. — [1411, 1338, 1629, 1362]
news-paragraph: Mrs. Annie Hoops entertained a few friends on last Thursday evening, all report a pleasant time. — [1182, 1927, 1399, 1963]
news-paragraph: Mrs. Charles H. Anderson has returned from a trip east, having visited West Chester, Pa., her former home, Media, Philadelphia and New York. She reports having had a lovely time and that New York is THE place, to stop. — [954, 1427, 1171, 1499]
news-paragraph: Rev. D. S. Bentley was the guest of Mr. and Mrs. A. W. Scott while in our city. — [1182, 1967, 1399, 1990]
natural-text: On the hills of Abbeville, S. C., was picked up a piece of flint that bears the imprint of a nut cut in the side of a thimble. It contains a small hand that seems intent on a drop of water. — [1411, 1756, 1629, 1817]
news-paragraph: A large and appreciative audience attended services at Wayman chapel A. M. E. church last Sunday. It was the Sunday for the pastor in the conference year. The members presented Rev. Newman with a fine suit. This young man has been in the valley three years. The cannot be too much said in praise of his genial manner and kindness to every one, gain and sinner. He will have one of the best reports this church ever sent to conference. We hope to see him returned. — [725, 601, 942, 736]
news-paragraph: Daniel Miller is on the sick list. — [734, 1140, 881, 1152]
byline: (By Grace G. Gant.) — [103, 1788, 193, 1799]
news-paragraph: Mrs. D. E. Lewis of Pittsburgh, was a frequent caller last week. — [40, 174, 256, 197]
news-paragraph: Mrs. S. A. Batch was a caller in Finleyville at Mrs. Mallaway's on Sunday. — [1182, 1491, 1399, 1516]
news-paragraph: The Ladies' Aid society will meet in the home of Mrs. Margaret Crampton on Thursday, November 9. The president wishes all ladies to be present. — [40, 682, 256, 731]
news-paragraph: Wm. Boone and Wallace Johnson returned to Pittsburgh on Saturday to spend the winter. — [268, 1821, 485, 1857]
news-paragraph: Mr. and Mrs. Robert Beau had for their guests on last Sunday Mrs. Beau's sister and brother, and his Miss Helen Batch, of Monongahela. — [725, 740, 942, 788]
fire-banner: SELLING A SPECIALTY FIRE INSURANCE — [1447, 212, 1593, 235]
